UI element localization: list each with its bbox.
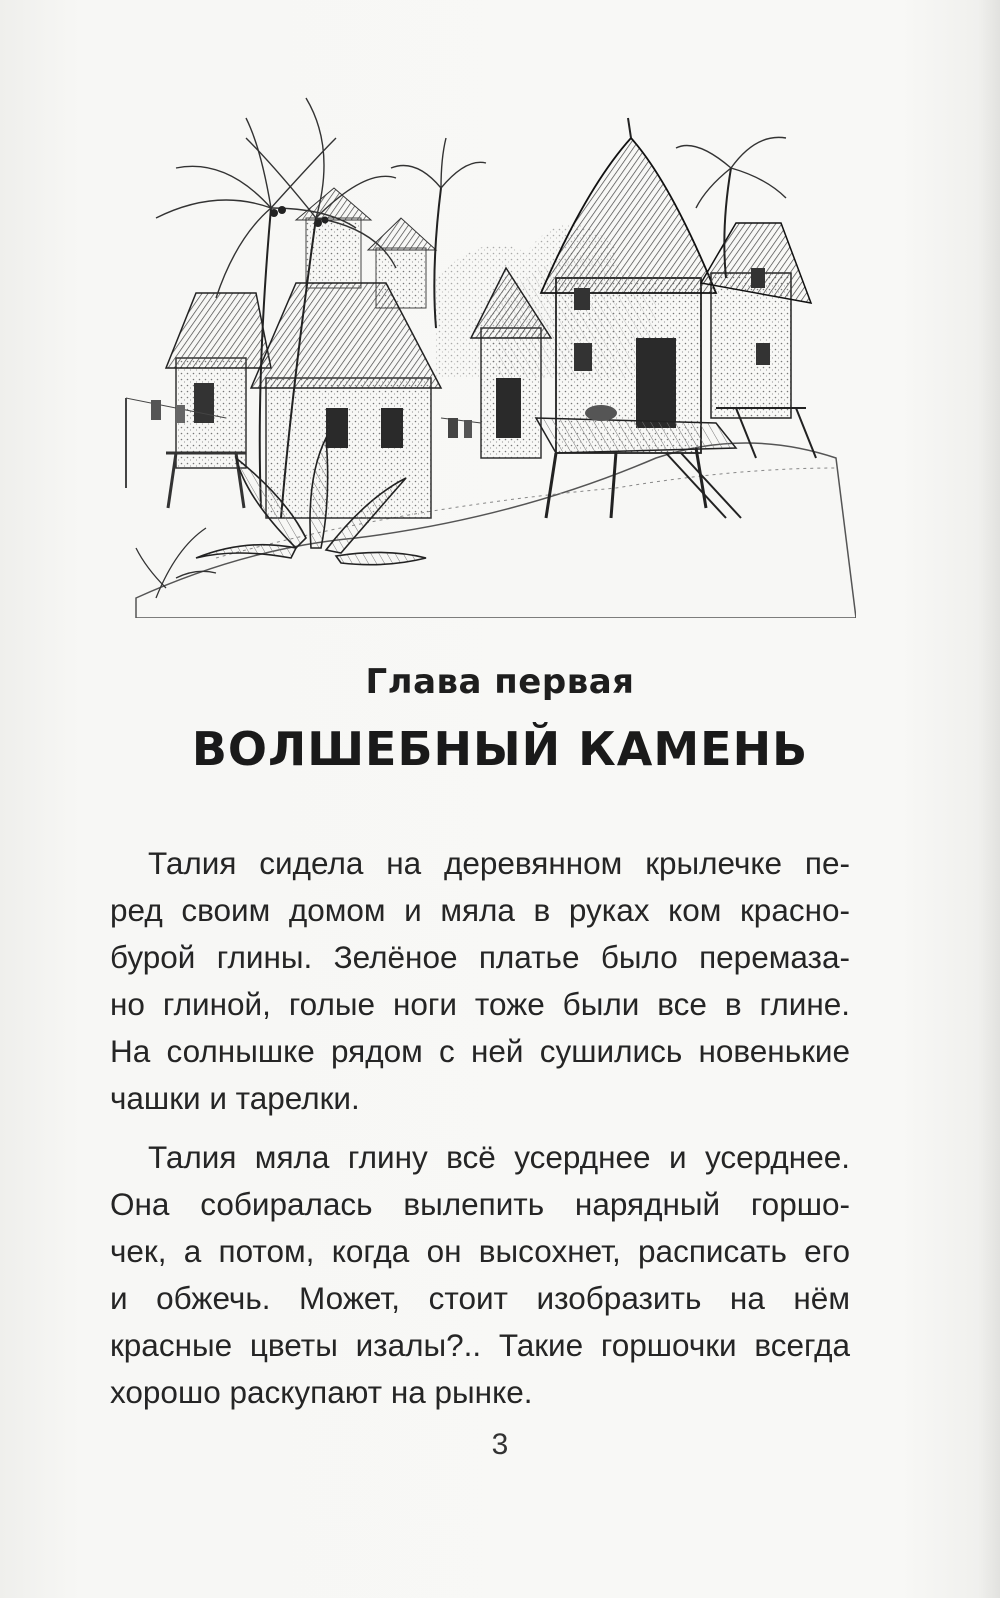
paragraph [110, 840, 850, 1122]
text-line: ред своим домом и мяла в руках ком красно- [110, 892, 850, 928]
text-line: чашки и тарелки. [110, 1080, 360, 1116]
chapter-title: ВОЛШЕБНЫЙ КАМЕНЬ [191, 722, 809, 776]
page-number: 3 [491, 1428, 509, 1461]
text-line: Талия сидела на деревянном крылечке пе- [148, 845, 850, 881]
page-edge-shadow [978, 0, 1000, 1598]
text-line: бурой глины. Зелёное платье было перемаза- [110, 939, 850, 975]
text-line: Талия мяла глину всё усерднее и усерднее. [148, 1139, 850, 1175]
text-line: чек, а потом, когда он высохнет, расписать его [110, 1233, 850, 1269]
chapter-label: Глава первая [365, 662, 635, 702]
text-line: На солнышке рядом с ней сушились новенькие [110, 1033, 850, 1069]
body-text [110, 840, 850, 1416]
text-line: красные цветы изалы?.. Такие горшочки всегда [110, 1327, 850, 1363]
text-line: и обжечь. Может, стоит изобразить на нём [110, 1280, 850, 1316]
text-line: хорошо раскупают на рынке. [110, 1374, 533, 1410]
text-line: но глиной, голые ноги тоже были все в глине. [110, 986, 850, 1022]
paragraph [110, 1134, 850, 1416]
village-illustration [96, 78, 856, 618]
text-line: Она собиралась вылепить нарядный горшо- [110, 1186, 850, 1222]
